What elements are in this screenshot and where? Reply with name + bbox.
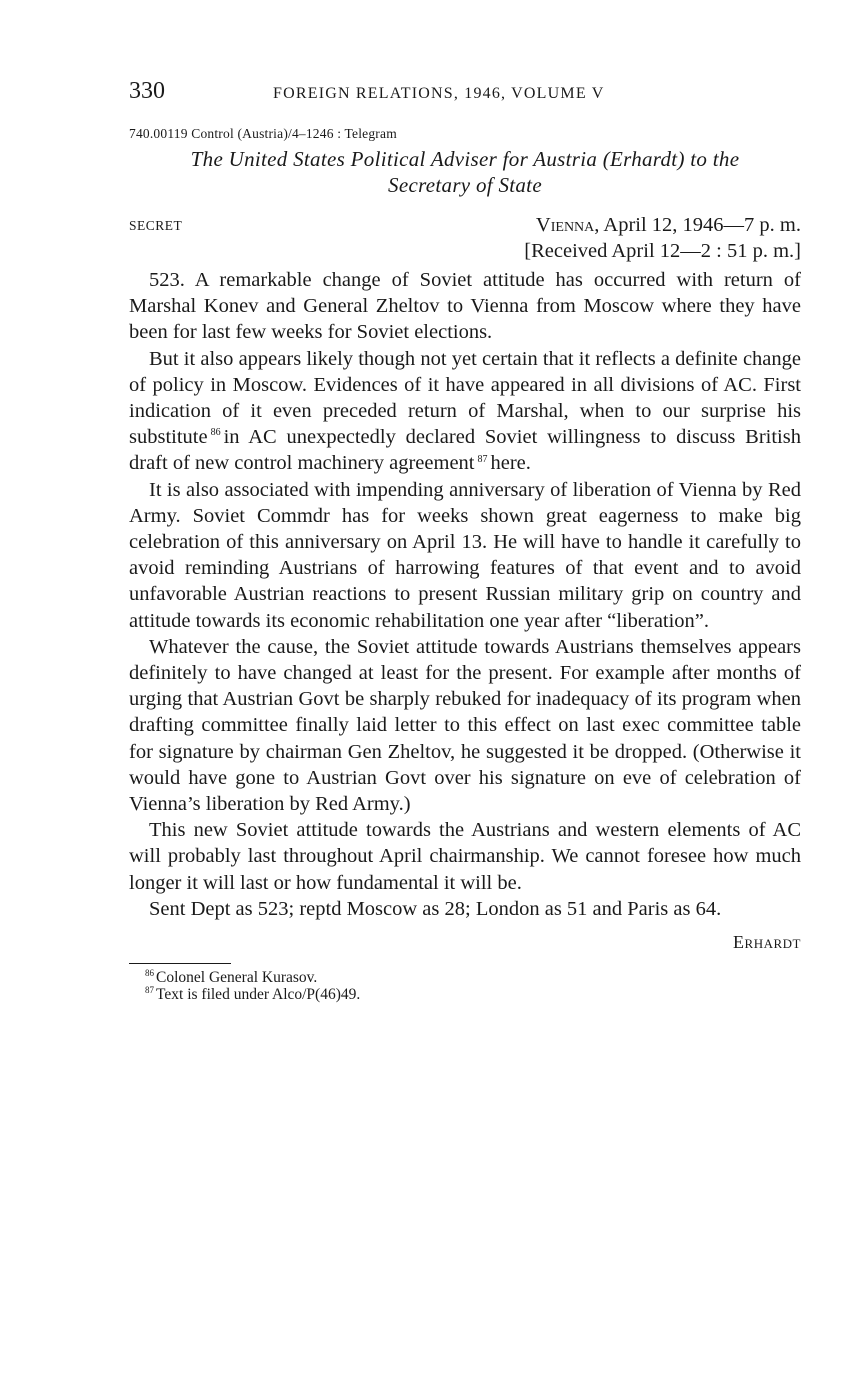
running-head: [129, 78, 801, 118]
dateline-received: [Received April 12—2 : 51 p. m.]: [524, 240, 801, 262]
classification-label: SECRET: [129, 218, 183, 233]
file-reference: 740.00119 Control (Austria)/4–1246 : Telegram: [129, 126, 397, 141]
dateline-sent: [524, 212, 801, 238]
footnote-text: Text is filed under Alco/P(46)49.: [156, 986, 361, 1004]
document-title: [129, 146, 801, 198]
footnotes: [129, 969, 801, 1003]
document-title-line1: The United States Political Adviser for Austria (Erhardt) to the: [190, 147, 740, 171]
footnote-divider: [129, 963, 231, 964]
telegram-header: [129, 212, 801, 264]
dateline: [524, 212, 801, 264]
footnote-number: 86: [145, 967, 154, 978]
paragraph-1: 523. A remarkable change of Soviet attitude has occurred with return of Marshal Konev and General Zheltov to Vienna from Moscow where they have been for last few weeks for Soviet elections.: [129, 269, 801, 344]
paragraph-2-text-a: But it also appears likely though not yet certain that it reflects a definite change of policy in Moscow. Evidences of it have appeared in all divisions of AC. First indication of it even preceded return of Marshal, when to our surprise his substitute: [129, 347, 801, 449]
running-title: FOREIGN RELATIONS, 1946, VOLUME V: [273, 85, 605, 102]
paragraph-2-text-c: here.: [490, 452, 531, 475]
paragraph-3: It is also associated with impending anniversary of liberation of Vienna by Red Army. Soviet Commdr has for weeks shown great eagerness to make big celebration of this anniversary on April 13. He will have to handle it carefully to avoid reminding Austrians of harrowing features of that event and to avoid unfavorable Austrian reactions to present Russian military grip on country and attitude towards its economic rehabilitation one year after “liberation”.: [129, 478, 801, 632]
dateline-place: Vienna: [535, 214, 595, 236]
telegram-body: [129, 267, 801, 922]
dateline-date: , April 12, 1946—7 p. m.: [594, 214, 801, 236]
signature: Erhardt: [733, 932, 801, 953]
paragraph-2-text-b: in AC unexpectedly declared Soviet willingness to discuss British draft of new control machinery agreement: [129, 426, 801, 475]
document-title-line2: Secretary of State: [388, 173, 542, 197]
footnote-ref-87[interactable]: 87: [477, 453, 488, 465]
paragraph-5: This new Soviet attitude towards the Austrians and western elements of AC will probably last throughout April chairmanship. We cannot foresee how much longer it will last or how fundamental it will be.: [129, 819, 801, 894]
paragraph-2: [129, 346, 801, 477]
footnote-ref-86[interactable]: 86: [210, 427, 221, 439]
footnote-number: 87: [145, 984, 154, 995]
document-page: [129, 78, 801, 1003]
paragraph-4: Whatever the cause, the Soviet attitude towards Austrians themselves appears definitely to have changed at least for the present. For example after months of urging that Austrian Govt be sharply rebuked for inadequacy of its program when drafting committee finally laid letter to this effect on last exec committee table for signature by chairman Gen Zheltov, he suggested it be dropped. (Otherwise it would have gone to Austrian Govt over his signature on eve of celebration of Vienna’s liberation by Red Army.): [129, 635, 801, 816]
paragraph-6: Sent Dept as 523; reptd Moscow as 28; London as 51 and Paris as 64.: [149, 897, 722, 920]
footnote-86: [145, 969, 801, 986]
page-number: 330: [129, 78, 165, 104]
footnote-87: [145, 986, 801, 1003]
footnote-text: Colonel General Kurasov.: [156, 969, 318, 987]
